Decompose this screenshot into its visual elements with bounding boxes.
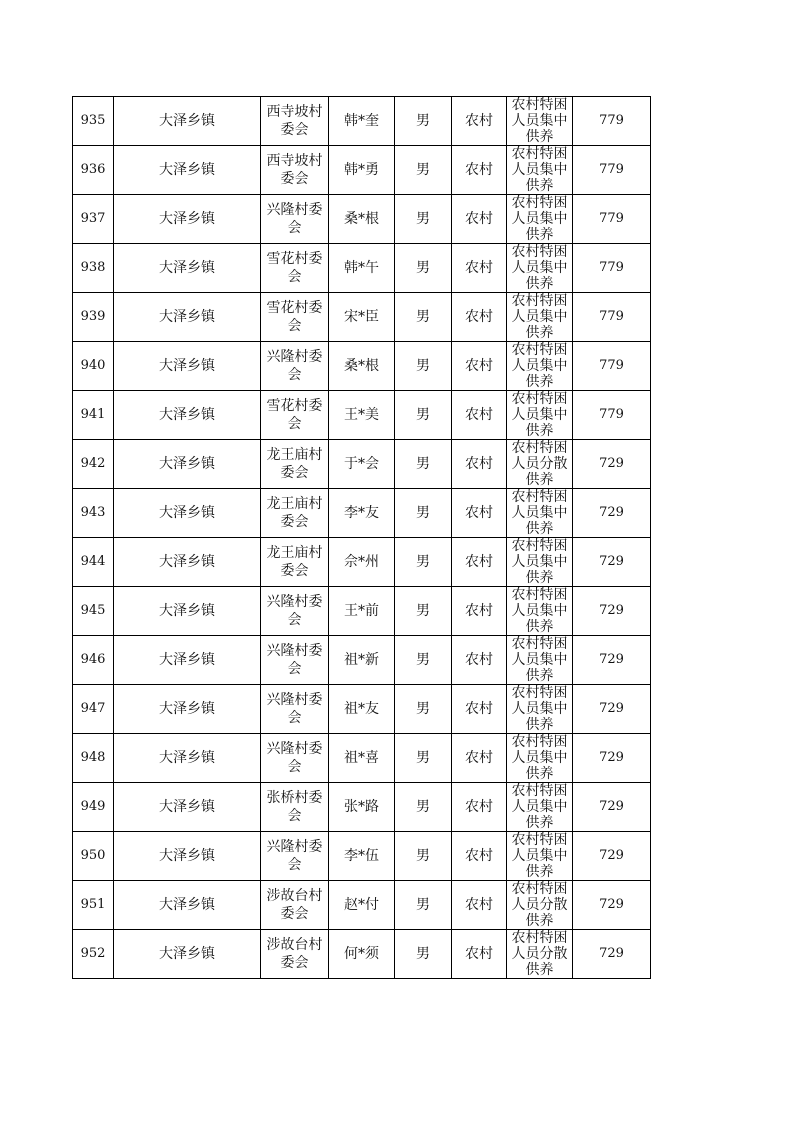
amount-cell: 729 [573, 440, 651, 489]
village-committee-cell: 龙王庙村委会 [261, 440, 329, 489]
amount-cell: 779 [573, 97, 651, 146]
support-type-text: 农村特困人员集中供养 [511, 832, 568, 879]
amount-cell: 779 [573, 391, 651, 440]
gender-cell: 男 [395, 783, 452, 832]
area-type-cell: 农村 [452, 440, 507, 489]
table-row [73, 832, 651, 881]
table-row [73, 685, 651, 734]
table-row [73, 538, 651, 587]
amount-cell: 729 [573, 489, 651, 538]
gender-cell: 男 [395, 832, 452, 881]
town-cell: 大泽乡镇 [114, 538, 261, 587]
gender-cell: 男 [395, 587, 452, 636]
village-committee-cell: 兴隆村委会 [261, 832, 329, 881]
town-cell: 大泽乡镇 [114, 636, 261, 685]
gender-cell: 男 [395, 881, 452, 930]
support-type-cell [507, 538, 573, 587]
area-type-cell: 农村 [452, 391, 507, 440]
table-row [73, 636, 651, 685]
person-name-cell: 韩*午 [329, 244, 395, 293]
support-type-text: 农村特困人员集中供养 [511, 342, 568, 389]
support-type-text: 农村特困人员集中供养 [511, 636, 568, 683]
village-committee-cell: 龙王庙村委会 [261, 538, 329, 587]
town-cell: 大泽乡镇 [114, 97, 261, 146]
support-type-cell [507, 195, 573, 244]
amount-cell: 779 [573, 146, 651, 195]
data-table [72, 96, 651, 979]
area-type-cell: 农村 [452, 244, 507, 293]
person-name-cell: 张*路 [329, 783, 395, 832]
area-type-cell: 农村 [452, 195, 507, 244]
area-type-cell: 农村 [452, 930, 507, 979]
support-type-text: 农村特困人员集中供养 [511, 244, 568, 291]
row-number-cell: 947 [73, 685, 114, 734]
area-type-cell: 农村 [452, 293, 507, 342]
person-name-cell: 王*美 [329, 391, 395, 440]
table-row [73, 97, 651, 146]
village-committee-cell: 兴隆村委会 [261, 195, 329, 244]
gender-cell: 男 [395, 538, 452, 587]
row-number-cell: 935 [73, 97, 114, 146]
gender-cell: 男 [395, 636, 452, 685]
village-committee-cell: 雪花村委会 [261, 293, 329, 342]
amount-cell: 729 [573, 734, 651, 783]
village-committee-cell: 西寺坡村委会 [261, 146, 329, 195]
area-type-cell: 农村 [452, 783, 507, 832]
support-type-text: 农村特困人员集中供养 [511, 587, 568, 634]
village-committee-cell: 张桥村委会 [261, 783, 329, 832]
table-row [73, 244, 651, 293]
person-name-cell: 桑*根 [329, 195, 395, 244]
amount-cell: 729 [573, 587, 651, 636]
area-type-cell: 农村 [452, 636, 507, 685]
row-number-cell: 945 [73, 587, 114, 636]
table-row [73, 734, 651, 783]
support-type-cell [507, 391, 573, 440]
row-number-cell: 940 [73, 342, 114, 391]
village-committee-cell: 龙王庙村委会 [261, 489, 329, 538]
town-cell: 大泽乡镇 [114, 734, 261, 783]
gender-cell: 男 [395, 489, 452, 538]
amount-cell: 729 [573, 832, 651, 881]
table-row [73, 293, 651, 342]
row-number-cell: 948 [73, 734, 114, 783]
area-type-cell: 农村 [452, 489, 507, 538]
support-type-text: 农村特困人员集中供养 [511, 685, 568, 732]
person-name-cell: 李*伍 [329, 832, 395, 881]
town-cell: 大泽乡镇 [114, 685, 261, 734]
gender-cell: 男 [395, 342, 452, 391]
support-type-text: 农村特困人员集中供养 [511, 293, 568, 340]
gender-cell: 男 [395, 97, 452, 146]
gender-cell: 男 [395, 293, 452, 342]
row-number-cell: 936 [73, 146, 114, 195]
town-cell: 大泽乡镇 [114, 930, 261, 979]
support-type-text: 农村特困人员集中供养 [511, 734, 568, 781]
village-committee-cell: 兴隆村委会 [261, 342, 329, 391]
town-cell: 大泽乡镇 [114, 832, 261, 881]
row-number-cell: 941 [73, 391, 114, 440]
table-row [73, 930, 651, 979]
person-name-cell: 祖*喜 [329, 734, 395, 783]
gender-cell: 男 [395, 244, 452, 293]
row-number-cell: 946 [73, 636, 114, 685]
table-body [73, 97, 651, 979]
support-type-cell [507, 930, 573, 979]
town-cell: 大泽乡镇 [114, 881, 261, 930]
area-type-cell: 农村 [452, 97, 507, 146]
support-type-text: 农村特困人员集中供养 [511, 195, 568, 242]
support-type-text: 农村特困人员集中供养 [511, 783, 568, 830]
gender-cell: 男 [395, 440, 452, 489]
person-name-cell: 于*会 [329, 440, 395, 489]
row-number-cell: 951 [73, 881, 114, 930]
support-type-text: 农村特困人员集中供养 [511, 97, 568, 144]
support-type-text: 农村特困人员集中供养 [511, 146, 568, 193]
town-cell: 大泽乡镇 [114, 783, 261, 832]
person-name-cell: 佘*州 [329, 538, 395, 587]
support-type-cell [507, 489, 573, 538]
amount-cell: 729 [573, 881, 651, 930]
table-row [73, 195, 651, 244]
amount-cell: 729 [573, 636, 651, 685]
area-type-cell: 农村 [452, 538, 507, 587]
amount-cell: 779 [573, 244, 651, 293]
support-type-cell [507, 587, 573, 636]
support-type-cell [507, 146, 573, 195]
town-cell: 大泽乡镇 [114, 244, 261, 293]
person-name-cell: 赵*付 [329, 881, 395, 930]
row-number-cell: 937 [73, 195, 114, 244]
row-number-cell: 952 [73, 930, 114, 979]
town-cell: 大泽乡镇 [114, 293, 261, 342]
gender-cell: 男 [395, 391, 452, 440]
person-name-cell: 王*前 [329, 587, 395, 636]
support-type-cell [507, 244, 573, 293]
row-number-cell: 942 [73, 440, 114, 489]
support-type-cell [507, 97, 573, 146]
town-cell: 大泽乡镇 [114, 440, 261, 489]
person-name-cell: 宋*臣 [329, 293, 395, 342]
row-number-cell: 943 [73, 489, 114, 538]
person-name-cell: 桑*根 [329, 342, 395, 391]
area-type-cell: 农村 [452, 734, 507, 783]
village-committee-cell: 西寺坡村委会 [261, 97, 329, 146]
area-type-cell: 农村 [452, 342, 507, 391]
amount-cell: 729 [573, 538, 651, 587]
area-type-cell: 农村 [452, 587, 507, 636]
row-number-cell: 950 [73, 832, 114, 881]
support-type-cell [507, 293, 573, 342]
village-committee-cell: 兴隆村委会 [261, 636, 329, 685]
row-number-cell: 949 [73, 783, 114, 832]
support-type-text: 农村特困人员分散供养 [511, 930, 568, 977]
area-type-cell: 农村 [452, 832, 507, 881]
town-cell: 大泽乡镇 [114, 391, 261, 440]
person-name-cell: 何*须 [329, 930, 395, 979]
amount-cell: 729 [573, 783, 651, 832]
gender-cell: 男 [395, 734, 452, 783]
town-cell: 大泽乡镇 [114, 146, 261, 195]
table-row [73, 783, 651, 832]
area-type-cell: 农村 [452, 146, 507, 195]
village-committee-cell: 涉故台村委会 [261, 930, 329, 979]
table-row [73, 587, 651, 636]
town-cell: 大泽乡镇 [114, 587, 261, 636]
support-type-cell [507, 881, 573, 930]
support-type-cell [507, 636, 573, 685]
row-number-cell: 944 [73, 538, 114, 587]
town-cell: 大泽乡镇 [114, 195, 261, 244]
amount-cell: 779 [573, 342, 651, 391]
person-name-cell: 祖*新 [329, 636, 395, 685]
support-type-text: 农村特困人员集中供养 [511, 538, 568, 585]
village-committee-cell: 兴隆村委会 [261, 734, 329, 783]
table-row [73, 391, 651, 440]
table-row [73, 440, 651, 489]
support-type-cell [507, 440, 573, 489]
village-committee-cell: 兴隆村委会 [261, 685, 329, 734]
town-cell: 大泽乡镇 [114, 489, 261, 538]
gender-cell: 男 [395, 930, 452, 979]
support-type-cell [507, 734, 573, 783]
support-type-text: 农村特困人员集中供养 [511, 391, 568, 438]
amount-cell: 729 [573, 685, 651, 734]
table-row [73, 489, 651, 538]
person-name-cell: 李*友 [329, 489, 395, 538]
person-name-cell: 韩*奎 [329, 97, 395, 146]
table-row [73, 342, 651, 391]
person-name-cell: 祖*友 [329, 685, 395, 734]
village-committee-cell: 兴隆村委会 [261, 587, 329, 636]
support-type-cell [507, 685, 573, 734]
table-row [73, 881, 651, 930]
row-number-cell: 938 [73, 244, 114, 293]
area-type-cell: 农村 [452, 881, 507, 930]
area-type-cell: 农村 [452, 685, 507, 734]
support-type-cell [507, 342, 573, 391]
village-committee-cell: 涉故台村委会 [261, 881, 329, 930]
support-type-cell [507, 832, 573, 881]
gender-cell: 男 [395, 146, 452, 195]
amount-cell: 779 [573, 293, 651, 342]
row-number-cell: 939 [73, 293, 114, 342]
village-committee-cell: 雪花村委会 [261, 244, 329, 293]
amount-cell: 729 [573, 930, 651, 979]
gender-cell: 男 [395, 195, 452, 244]
amount-cell: 779 [573, 195, 651, 244]
support-type-text: 农村特困人员集中供养 [511, 489, 568, 536]
village-committee-cell: 雪花村委会 [261, 391, 329, 440]
town-cell: 大泽乡镇 [114, 342, 261, 391]
support-type-cell [507, 783, 573, 832]
support-type-text: 农村特困人员分散供养 [511, 881, 568, 928]
table-row [73, 146, 651, 195]
person-name-cell: 韩*勇 [329, 146, 395, 195]
support-type-text: 农村特困人员分散供养 [511, 440, 568, 487]
gender-cell: 男 [395, 685, 452, 734]
